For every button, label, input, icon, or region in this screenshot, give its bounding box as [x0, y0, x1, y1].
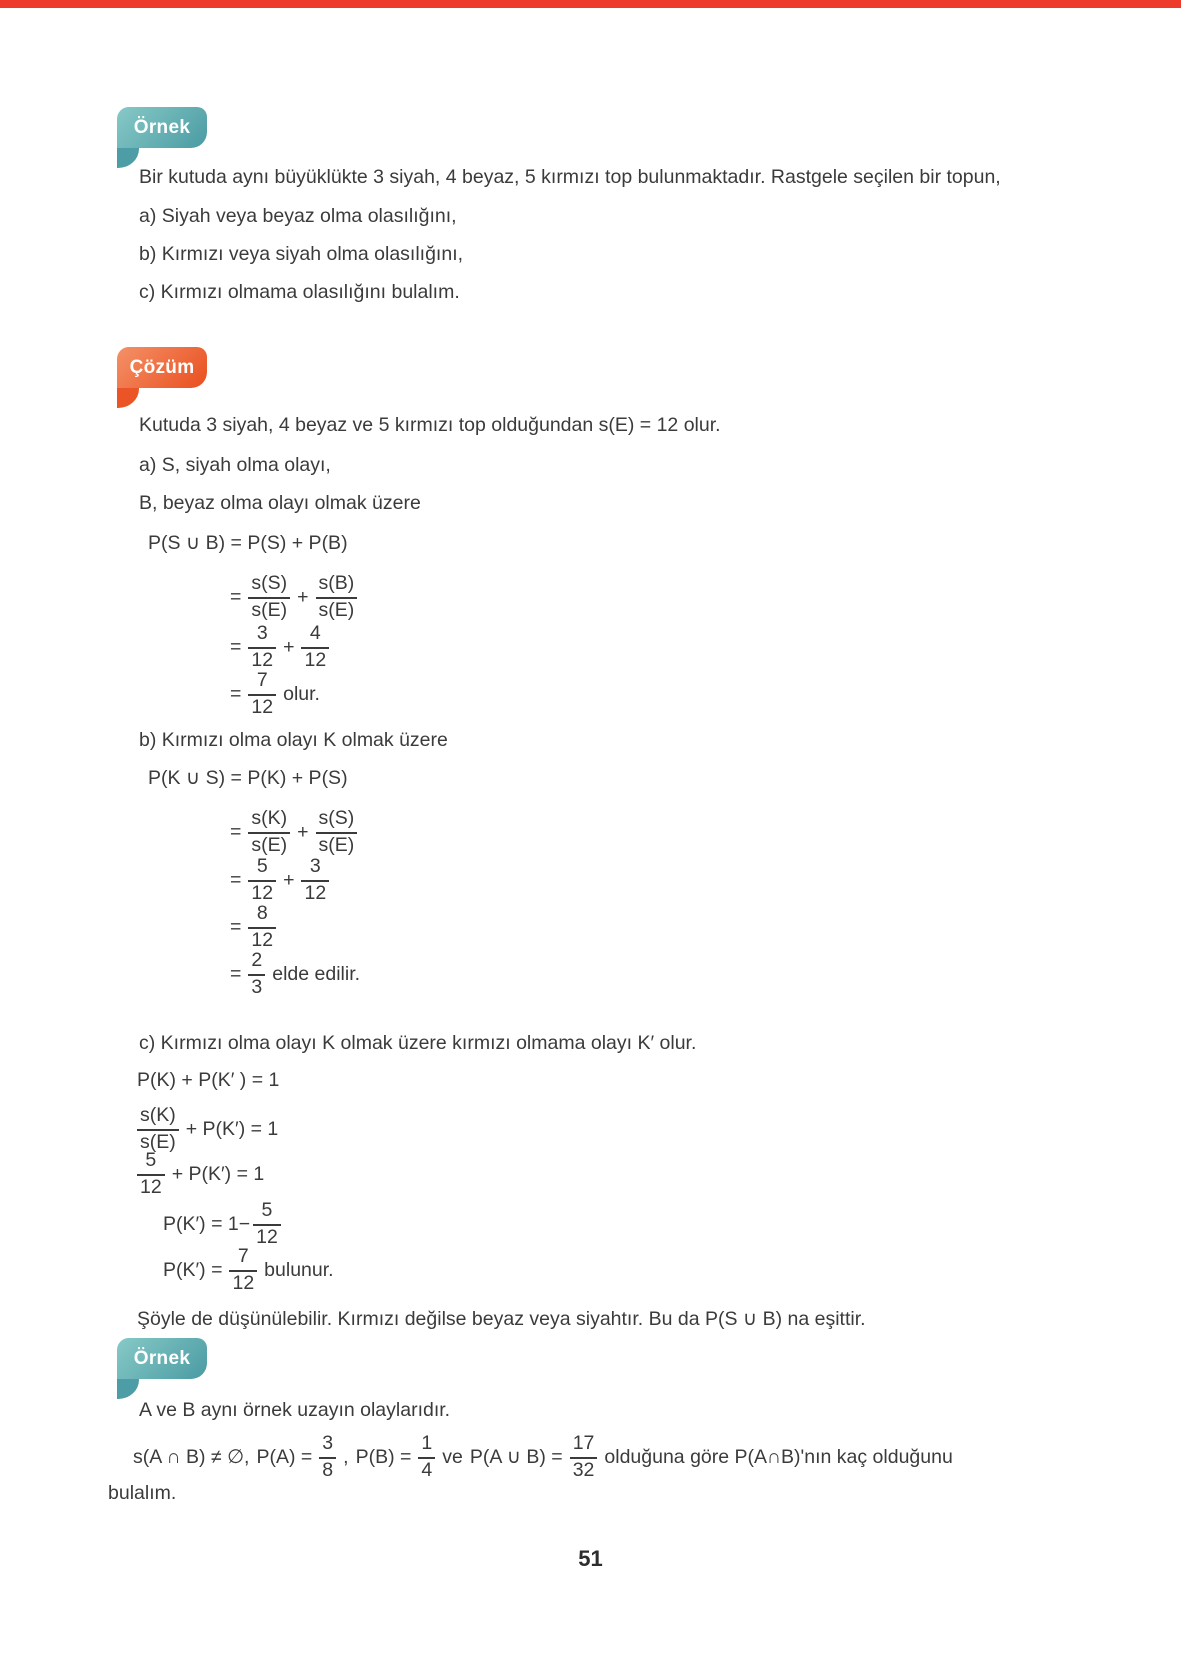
equation-row	[133, 1433, 953, 1482]
fraction-numerator: 7	[237, 1245, 249, 1267]
example-badge	[117, 107, 207, 148]
fraction	[301, 856, 329, 905]
fraction-numerator: 3	[322, 1432, 334, 1454]
math-text: elde edilir.	[272, 962, 361, 985]
fraction-denominator: 12	[248, 647, 276, 672]
example-badge-label: Örnek	[133, 116, 191, 138]
math-text: + P(K′) = 1	[171, 1162, 265, 1185]
math-text: +	[283, 635, 295, 658]
fraction	[248, 903, 276, 952]
fraction	[316, 808, 358, 857]
fraction-denominator: s(E)	[316, 597, 358, 622]
solution-a-formula: P(S ∪ B) = P(S) + P(B)	[148, 532, 348, 554]
fraction	[418, 1433, 435, 1482]
solution-a-event1: a) S, siyah olma olayı,	[139, 454, 331, 476]
solution-badge-label: Çözüm	[129, 356, 195, 378]
example-badge-label: Örnek	[133, 1347, 191, 1369]
fraction-numerator: s(K)	[251, 807, 288, 829]
top-accent-bar	[0, 0, 1181, 8]
problem-item-c: c) Kırmızı olmama olasılığını bulalım.	[139, 281, 460, 303]
fraction-numerator: s(K)	[140, 1104, 176, 1126]
solution-note: Şöyle de düşünülebilir. Kırmızı değilse beyaz veya siyahtır. Bu da P(S ∪ B) na eşittir.	[137, 1308, 866, 1330]
math-text: ,	[343, 1445, 349, 1468]
example2-intro: A ve B aynı örnek uzayın olaylarıdır.	[139, 1399, 451, 1421]
example-badge	[117, 1338, 207, 1379]
equation-row	[230, 950, 360, 999]
fraction-numerator: 5	[145, 1149, 157, 1171]
fraction	[316, 573, 358, 622]
fraction-numerator: s(S)	[318, 807, 355, 829]
fraction	[248, 670, 276, 719]
fraction	[248, 856, 276, 905]
fraction	[301, 623, 329, 672]
solution-b-formula: P(K ∪ S) = P(K) + P(S)	[148, 767, 348, 789]
problem-item-a: a) Siyah veya beyaz olma olasılığını,	[139, 205, 457, 227]
solution-c-header: c) Kırmızı olma olayı K olmak üzere kırmızı olmama olayı K′ olur.	[139, 1032, 697, 1054]
math-text: ve	[442, 1445, 463, 1468]
equation-row	[137, 1105, 278, 1154]
equation-row	[230, 670, 320, 719]
math-text: P(B) =	[355, 1445, 412, 1468]
fraction-numerator: 3	[256, 622, 268, 644]
solution-a-event2: B, beyaz olma olayı olmak üzere	[139, 492, 421, 514]
fraction	[570, 1433, 598, 1482]
fraction-denominator: 12	[248, 880, 276, 905]
math-text: olur.	[283, 682, 320, 705]
fraction	[137, 1105, 179, 1154]
solution-c-formula: P(K) + P(K′ ) = 1	[137, 1069, 280, 1091]
fraction-denominator: 12	[248, 927, 276, 952]
equation-row	[230, 903, 276, 952]
fraction-numerator: 17	[572, 1432, 595, 1454]
fraction-denominator: s(E)	[248, 597, 290, 622]
fraction-denominator: 4	[418, 1457, 435, 1482]
math-text: =	[230, 915, 242, 938]
fraction-denominator: s(E)	[248, 832, 290, 857]
math-text: =	[230, 868, 242, 891]
fraction-denominator: s(E)	[316, 832, 358, 857]
math-text: =	[230, 682, 242, 705]
fraction-denominator: s(E)	[137, 1129, 179, 1154]
math-text: P(A) =	[256, 1445, 313, 1468]
fraction	[248, 808, 290, 857]
math-text: bulunur.	[264, 1258, 334, 1281]
fraction-denominator: 3	[248, 974, 265, 999]
math-text: +	[297, 820, 309, 843]
equation-row	[230, 808, 357, 857]
fraction	[248, 573, 290, 622]
solution-b-header: b) Kırmızı olma olayı K olmak üzere	[139, 729, 448, 751]
fraction-numerator: 1	[421, 1432, 433, 1454]
fraction	[248, 623, 276, 672]
fraction-numerator: 4	[309, 622, 321, 644]
problem-intro: Bir kutuda aynı büyüklükte 3 siyah, 4 beyaz, 5 kırmızı top bulunmaktadır. Rastgele seçilen bir topun,	[139, 166, 1001, 188]
solution-intro: Kutuda 3 siyah, 4 beyaz ve 5 kırmızı top olduğundan s(E) = 12 olur.	[139, 414, 721, 436]
equation-row	[163, 1200, 281, 1249]
problem-item-b: b) Kırmızı veya siyah olma olasılığını,	[139, 243, 464, 265]
fraction	[229, 1246, 257, 1295]
equation-row	[163, 1246, 334, 1295]
fraction-numerator: s(B)	[318, 572, 355, 594]
fraction	[137, 1150, 165, 1199]
example2-outro: bulalım.	[108, 1482, 177, 1504]
math-text: =	[230, 820, 242, 843]
fraction	[253, 1200, 281, 1249]
equation-row	[137, 1150, 264, 1199]
equation-row	[230, 573, 357, 622]
math-text: =	[230, 585, 242, 608]
fraction-numerator: s(S)	[251, 572, 288, 594]
fraction-denominator: 12	[301, 647, 329, 672]
equation-row	[230, 856, 329, 905]
math-text: =	[230, 635, 242, 658]
math-text: + P(K′) = 1	[185, 1117, 279, 1140]
fraction-denominator: 12	[248, 694, 276, 719]
fraction-denominator: 12	[253, 1224, 281, 1249]
fraction-denominator: 12	[301, 880, 329, 905]
fraction-numerator: 5	[256, 855, 268, 877]
fraction-numerator: 5	[261, 1199, 273, 1221]
equation-row	[230, 623, 329, 672]
fraction-numerator: 8	[256, 902, 268, 924]
solution-badge	[117, 347, 207, 388]
fraction-denominator: 12	[229, 1270, 257, 1295]
math-text: P(A ∪ B) =	[469, 1446, 563, 1469]
math-text: P(K′) =	[163, 1258, 223, 1281]
fraction-denominator: 12	[137, 1174, 165, 1199]
fraction-denominator: 32	[570, 1457, 598, 1482]
math-text: +	[297, 585, 309, 608]
fraction	[248, 950, 265, 999]
fraction-numerator: 2	[251, 949, 263, 971]
math-text: s(A ∩ B) ≠ ∅,	[133, 1446, 250, 1469]
fraction-numerator: 7	[256, 669, 268, 691]
fraction-denominator: 8	[319, 1457, 336, 1482]
math-text: +	[283, 868, 295, 891]
math-text: P(K′) = 1−	[163, 1212, 251, 1235]
math-text: olduğuna göre P(A∩B)'nın kaç olduğunu	[604, 1445, 953, 1468]
fraction-numerator: 3	[309, 855, 321, 877]
math-text: =	[230, 962, 242, 985]
fraction	[319, 1433, 336, 1482]
page-number: 51	[578, 1546, 603, 1571]
